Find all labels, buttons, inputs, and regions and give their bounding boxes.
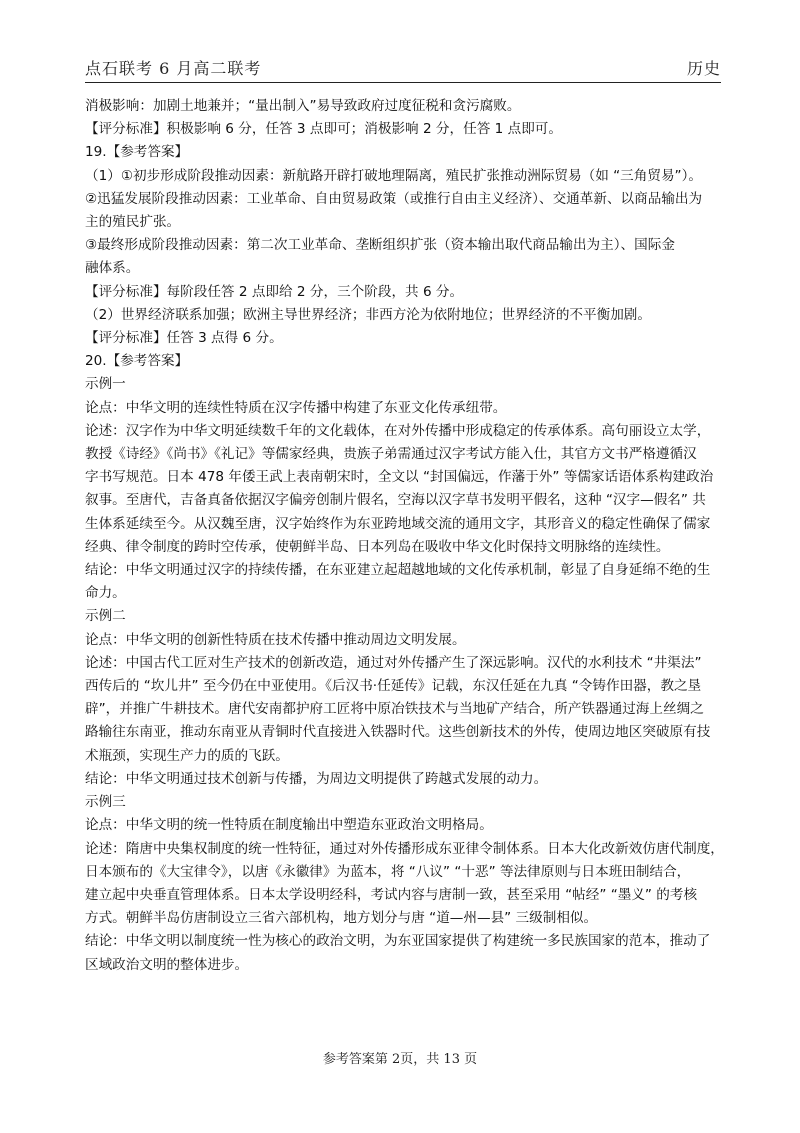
text-line: 论点：中华文明的连续性特质在汉字传播中构建了东亚文化传承纽带。 [85, 399, 507, 416]
text-line: 消极影响：加剧土地兼并；“量出制入”易导致政府过度征税和贪污腐败。 [85, 98, 521, 114]
text-line: 论点：中华文明的创新性特质在技术传播中推动周边文明发展。 [85, 631, 466, 648]
text-line: 论述：中国古代工匠对生产技术的创新改造，通过对外传播产生了深远影响。汉代的水利技术 “井渠法” [85, 654, 702, 671]
text-line: 【评分标准】积极影响 6 分，任答 3 点即可；消极影响 2 分，任答 1 点即可。 [85, 121, 562, 138]
text-line: （1）①初步形成阶段推动因素：新航路开辟打破地理隔离，殖民扩张推动洲际贸易（如 “三角贸易”）。 [85, 167, 702, 184]
text-line: 建立起中央垂直管理体系。日本太学设明经科，考试内容与唐制一致，甚至采用 “帖经” “墨义” 的考核 [85, 886, 698, 903]
text-line: ③最终形成阶段推动因素：第二次工业革命、垄断组织扩张（资本输出取代商品输出为主）、国际金 [85, 237, 675, 254]
text-line: 论点：中华文明的统一性特质在制度输出中塑造东亚政治文明格局。 [85, 817, 493, 834]
text-line: 结论：中华文明通过技术创新与传播，为周边文明提供了跨越式发展的动力。 [85, 770, 548, 787]
text-line: 结论：中华文明通过汉字的持续传播，在东亚建立起超越地域的文化传承机制，彰显了自身延绵不绝的生 [85, 562, 711, 579]
text-line: 叙事。至唐代，吉备真备依据汉字偏旁创制片假名，空海以汉字草书发明平假名，这种 “汉字—假名” 共 [85, 492, 706, 509]
text-line: 经典、律令制度的跨时空传承，使朝鲜半岛、日本列岛在吸收中华文化时保持文明脉络的连续性。 [85, 538, 670, 555]
text-line: 术瓶颈，实现生产力的质的飞跃。 [85, 747, 289, 764]
text-line: 生体系延续至今。从汉魏至唐，汉字始终作为东亚跨地域交流的通用文字，其形音义的稳定性确保了儒家 [85, 515, 711, 532]
text-line: （2）世界经济联系加强；欧洲主导世界经济；非西方沦为依附地位；世界经济的不平衡加剧。 [85, 306, 651, 323]
text-line: 结论：中华文明以制度统一性为核心的政治文明，为东亚国家提供了构建统一多民族国家的范本，推动了 [85, 933, 711, 950]
text-line: 论述：汉字作为中华文明延续数千年的文化载体，在对外传播中形成稳定的传承体系。高句丽设立太学， [85, 422, 711, 439]
page-footer: 参考答案第 2页，共 13 页 [322, 1052, 478, 1067]
text-line: 19.【参考答案】 [85, 144, 189, 161]
text-line: 融体系。 [85, 260, 140, 277]
text-line: 方式。朝鲜半岛仿唐制设立三省六部机构，地方划分与唐 “道—州—县” 三级制相似。 [85, 910, 598, 927]
text-line: 【评分标准】每阶段任答 2 点即给 2 分，三个阶段，共 6 分。 [85, 283, 464, 300]
text-line: 示例二 [85, 608, 126, 625]
text-line: 区域政治文明的整体进步。 [85, 956, 249, 973]
page-header [85, 52, 721, 83]
text-line: 【评分标准】任答 3 点得 6 分。 [85, 330, 283, 347]
text-line: 命力。 [85, 585, 126, 602]
text-line: 西传后的 “坎儿井” 至今仍在中亚使用。《后汉书·任延传》记载，东汉任延在九真 “令铸作田器，教之垦 [85, 678, 702, 695]
text-line: 辟”，并推广牛耕技术。唐代安南都护府工匠将中原冶铁技术与当地矿产结合，所产铁器通过海上丝绸之 [85, 701, 704, 718]
text-line: 教授《诗经》《尚书》《礼记》等儒家经典，贵族子弟需通过汉字考试方能入仕，其官方文书严格遵循汉 [85, 446, 697, 463]
text-line: 示例一 [85, 376, 126, 393]
text-line: 路输往东南亚，推动东南亚从青铜时代直接进入铁器时代。这些创新技术的外传，使周边地区突破原有技 [85, 724, 711, 741]
text-line: 主的殖民扩张。 [85, 214, 181, 231]
text-line: ②迅猛发展阶段推动因素：工业革命、自由贸易政策（或推行自由主义经济）、交通革新、以商品输出为 [85, 190, 703, 207]
answer-content [85, 95, 725, 977]
exam-title: 点石联考 6 月高二联考 [85, 59, 262, 78]
text-line: 论述：隋唐中央集权制度的统一性特征，通过对外传播形成东亚律令制体系。日本大化改新效仿唐代制度， [85, 840, 724, 857]
subject-label: 历史 [686, 59, 721, 78]
text-line: 日本颁布的《大宝律令》，以唐《永徽律》为蓝本，将 “八议” “十恶” 等法律原则与日本班田制结合， [85, 863, 691, 880]
text-line: 字书写规范。日本 478 年倭王武上表南朝宋时，全文以 “封国偏远，作藩于外” 等儒家话语体系构建政治 [85, 469, 714, 486]
text-line: 示例三 [85, 794, 126, 811]
text-line: 20.【参考答案】 [85, 353, 189, 370]
